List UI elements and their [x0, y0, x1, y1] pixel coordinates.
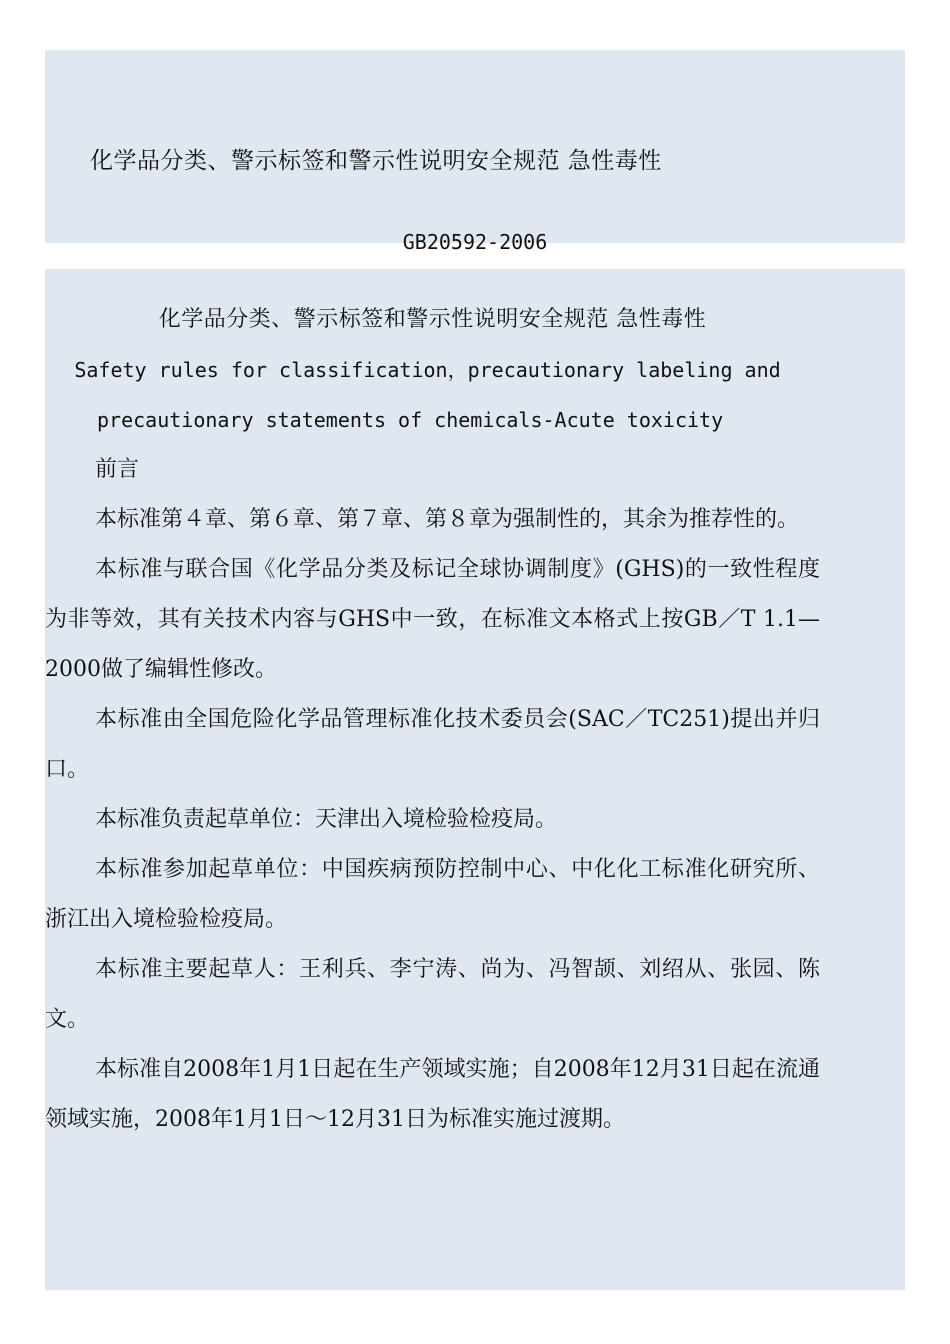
paragraph-proposing-committee: 本标准由全国危险化学品管理标准化技术委员会(SAC／TC251)提出并归口。 [45, 707, 820, 782]
preface-heading: 前言 [95, 457, 140, 482]
paragraph-main-drafters: 本标准主要起草人：王利兵、李宁涛、尚为、冯智颉、刘绍从、张园、陈文。 [45, 957, 820, 1032]
document-body [45, 295, 820, 1145]
paragraph-mandatory-chapters: 本标准第４章、第６章、第７章、第８章为强制性的，其余为推荐性的。 [95, 507, 800, 532]
paragraph-lead-drafter: 本标准负责起草单位：天津出入境检验检疫局。 [95, 807, 558, 832]
standard-code: GB20592-2006 [402, 230, 548, 254]
paragraph-implementation-dates: 本标准自2008年1月1日起在生产领域实施；自2008年12月31日起在流通领域实施，2008年1月1日～12月31日为标准实施过渡期。 [45, 1057, 820, 1132]
document-title-en-line2: precautionary statements of chemicals-Acute toxicity [97, 408, 724, 432]
document-title-en-line1: Safety rules for classification，precautionary labeling and [74, 358, 781, 382]
document-title-cn: 化学品分类、警示标签和警示性说明安全规范 急性毒性 [158, 307, 707, 332]
paragraph-participating-drafters: 本标准参加起草单位：中国疾病预防控制中心、中化化工标准化研究所、浙江出入境检验检疫局。 [45, 857, 820, 932]
header-panel [45, 50, 905, 254]
paragraph-ghs-consistency: 本标准与联合国《化学品分类及标记全球协调制度》(GHS)的一致性程度为非等效，其有关技术内容与GHS中一致，在标准文本格式上按GB／T 1.1—2000做了编辑性修改。 [45, 557, 820, 682]
header-title: 化学品分类、警示标签和警示性说明安全规范 急性毒性 [90, 148, 662, 174]
